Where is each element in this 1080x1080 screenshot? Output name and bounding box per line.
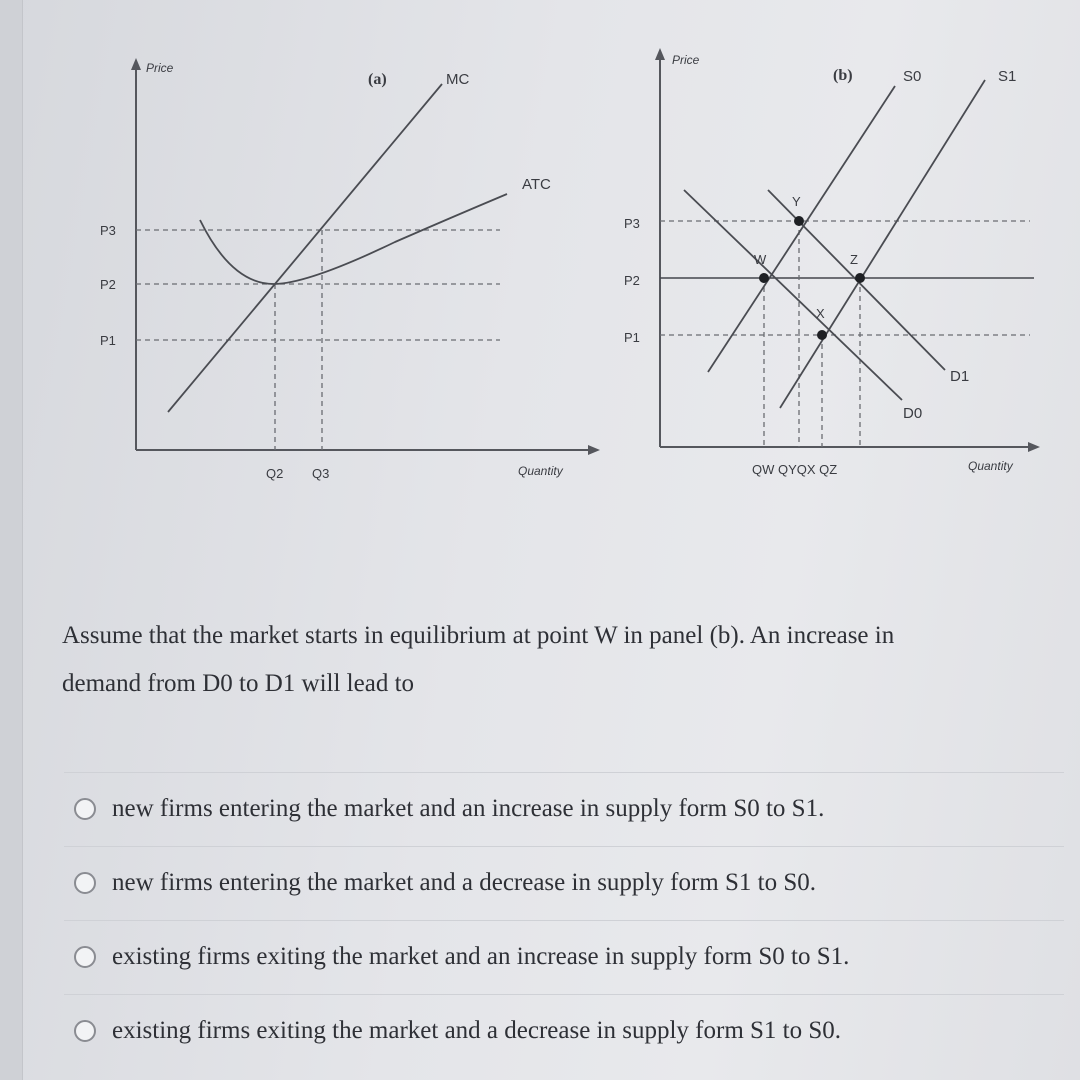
panel-b-x-arrow xyxy=(1028,442,1040,452)
radio-button-icon[interactable] xyxy=(74,872,96,894)
panel-a-p1-label: P1 xyxy=(100,333,116,348)
radio-button-icon[interactable] xyxy=(74,798,96,820)
panel-a-p2-label: P2 xyxy=(100,277,116,292)
answer-option-text: new firms entering the market and an increase in supply form S0 to S1. xyxy=(112,795,825,822)
panel-b-price-title: Price xyxy=(672,53,700,67)
panel-b-quantity-title: Quantity xyxy=(968,459,1013,473)
s1-label: S1 xyxy=(998,68,1017,85)
answer-option-text: new firms entering the market and a decrease in supply form S1 to S0. xyxy=(112,869,816,896)
point-z xyxy=(855,273,865,283)
atc-label: ATC xyxy=(522,176,551,193)
panel-b xyxy=(624,48,1040,477)
radio-button-icon[interactable] xyxy=(74,1020,96,1042)
panel-b-quantity-labels: QW QYQX QZ xyxy=(752,462,838,477)
question-text xyxy=(62,612,1022,708)
point-z-label: Z xyxy=(850,252,858,267)
answer-option-1[interactable] xyxy=(64,772,1064,845)
answer-option-3[interactable] xyxy=(64,920,1064,993)
radio-button-icon[interactable] xyxy=(74,946,96,968)
mc-curve xyxy=(168,84,442,412)
panel-a-quantity-title: Quantity xyxy=(518,464,563,478)
question-line-2: demand from D0 to D1 will lead to xyxy=(62,670,415,697)
point-x-label: X xyxy=(816,306,825,321)
point-w-label: W xyxy=(754,252,767,267)
point-x xyxy=(817,330,827,340)
answer-option-4[interactable] xyxy=(64,994,1064,1067)
answer-option-2[interactable] xyxy=(64,846,1064,919)
panel-a-y-arrow xyxy=(131,58,141,70)
question-line-1: Assume that the market starts in equilibrium at point W in panel (b). An increase in xyxy=(62,622,895,649)
point-y xyxy=(794,216,804,226)
panel-b-p3-label: P3 xyxy=(624,216,640,231)
point-y-label: Y xyxy=(792,194,801,209)
panel-a-x-arrow xyxy=(588,445,600,455)
atc-curve xyxy=(200,194,507,284)
panel-a-label: (a) xyxy=(368,71,387,88)
panel-b-p2-label: P2 xyxy=(624,273,640,288)
answer-option-text: existing firms exiting the market and a decrease in supply form S1 to S0. xyxy=(112,1017,842,1044)
point-w xyxy=(759,273,769,283)
panel-b-y-arrow xyxy=(655,48,665,60)
panel-a-p3-label: P3 xyxy=(100,223,116,238)
panel-b-label: (b) xyxy=(833,67,853,84)
panel-a-price-title: Price xyxy=(146,61,174,75)
s1-curve xyxy=(780,80,985,408)
panel-a-q3-label: Q3 xyxy=(312,466,330,481)
panel-b-p1-label: P1 xyxy=(624,330,640,345)
s0-curve xyxy=(708,86,895,372)
mc-label: MC xyxy=(446,71,470,88)
s0-label: S0 xyxy=(903,68,922,85)
d1-label: D1 xyxy=(950,368,970,385)
d0-label: D0 xyxy=(903,405,923,422)
answer-option-text: existing firms exiting the market and an increase in supply form S0 to S1. xyxy=(112,943,850,970)
panel-a-q2-label: Q2 xyxy=(266,466,284,481)
panel-a xyxy=(100,58,600,481)
